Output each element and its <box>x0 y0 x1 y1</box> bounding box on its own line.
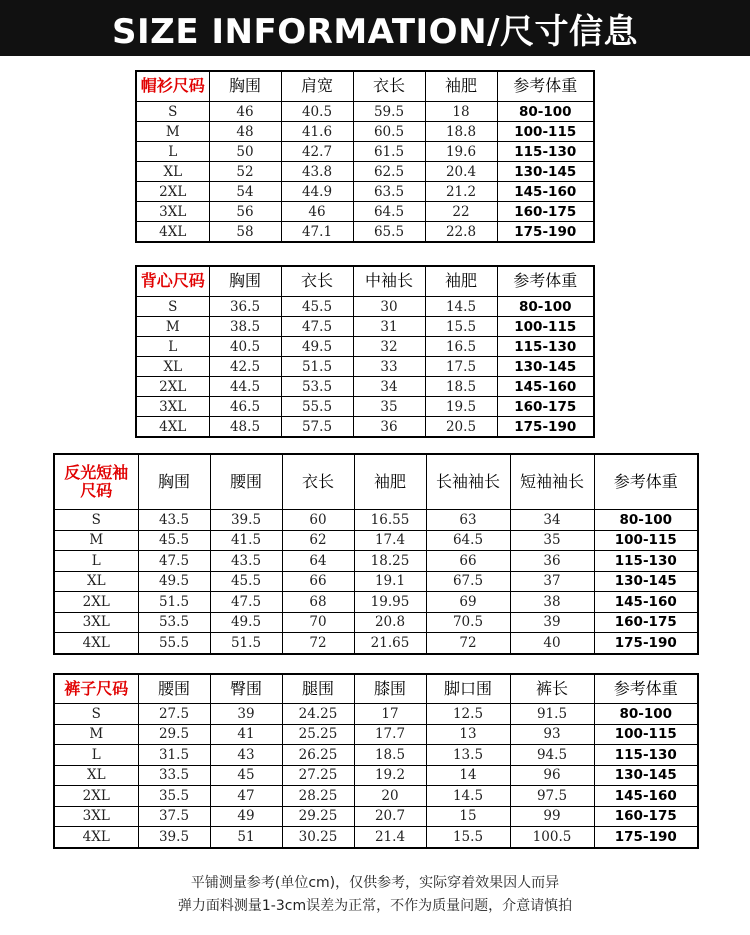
size-label-cell: M <box>54 530 138 551</box>
measurement-cell: 17.5 <box>425 357 497 377</box>
measurement-cell: 72 <box>426 633 510 654</box>
measurement-cell: 30 <box>353 297 425 317</box>
measurement-cell: 60.5 <box>353 122 425 142</box>
column-header: 参考体重 <box>594 674 698 704</box>
measurement-note: 平铺测量参考(单位cm)，仅供参考，实际穿着效果因人而异 <box>190 875 560 891</box>
column-header: 胸围 <box>209 71 281 102</box>
reflective-tshirt-size-table <box>53 453 699 655</box>
measurement-cell: 18.5 <box>425 377 497 397</box>
measurement-cell: 43.5 <box>138 510 210 531</box>
measurement-cell: 40.5 <box>281 102 353 122</box>
measurement-cell: 22.8 <box>425 222 497 243</box>
weight-range-cell: 175-190 <box>497 222 594 243</box>
column-header: 袖肥 <box>425 266 497 297</box>
column-header: 脚口围 <box>426 674 510 704</box>
table-row <box>54 745 698 766</box>
measurement-cell: 72 <box>282 633 354 654</box>
column-header: 胸围 <box>209 266 281 297</box>
column-header: 腿围 <box>282 674 354 704</box>
measurement-cell: 66 <box>282 571 354 592</box>
measurement-cell: 37.5 <box>138 806 210 827</box>
size-label-cell: XL <box>136 357 209 377</box>
measurement-cell: 20.8 <box>354 612 426 633</box>
column-header: 腰围 <box>138 674 210 704</box>
weight-range-cell: 80-100 <box>497 102 594 122</box>
measurement-cell: 19.6 <box>425 142 497 162</box>
measurement-cell: 35.5 <box>138 786 210 807</box>
measurement-cell: 49 <box>210 806 282 827</box>
measurement-cell: 15.5 <box>426 827 510 848</box>
measurement-cell: 35 <box>510 530 594 551</box>
size-label-cell: XL <box>54 571 138 592</box>
measurement-cell: 35 <box>353 397 425 417</box>
measurement-cell: 38 <box>510 592 594 613</box>
size-label-cell: 3XL <box>136 202 209 222</box>
measurement-cell: 33 <box>353 357 425 377</box>
measurement-cell: 47.1 <box>281 222 353 243</box>
measurement-cell: 45.5 <box>281 297 353 317</box>
measurement-cell: 40 <box>510 633 594 654</box>
measurement-cell: 38.5 <box>209 317 281 337</box>
measurement-cell: 100.5 <box>510 827 594 848</box>
weight-range-cell: 80-100 <box>594 510 698 531</box>
table-row <box>54 592 698 613</box>
measurement-cell: 42.7 <box>281 142 353 162</box>
measurement-cell: 14.5 <box>426 786 510 807</box>
measurement-cell: 52 <box>209 162 281 182</box>
measurement-cell: 53.5 <box>138 612 210 633</box>
measurement-cell: 34 <box>353 377 425 397</box>
weight-range-cell: 130-145 <box>594 571 698 592</box>
size-label-cell: M <box>136 317 209 337</box>
measurement-cell: 40.5 <box>209 337 281 357</box>
weight-range-cell: 175-190 <box>594 827 698 848</box>
measurement-cell: 63 <box>426 510 510 531</box>
measurement-cell: 42.5 <box>209 357 281 377</box>
size-label-cell: XL <box>54 765 138 786</box>
measurement-cell: 16.55 <box>354 510 426 531</box>
size-label-cell: S <box>136 102 209 122</box>
measurement-cell: 94.5 <box>510 745 594 766</box>
measurement-cell: 64 <box>282 551 354 572</box>
measurement-cell: 19.2 <box>354 765 426 786</box>
measurement-cell: 51.5 <box>210 633 282 654</box>
header-row <box>136 71 594 102</box>
measurement-cell: 61.5 <box>353 142 425 162</box>
measurement-cell: 66 <box>426 551 510 572</box>
column-header: 袖肥 <box>354 454 426 510</box>
weight-range-cell: 115-130 <box>594 551 698 572</box>
size-label-cell: 3XL <box>54 612 138 633</box>
table-row <box>136 222 594 243</box>
table-row <box>136 162 594 182</box>
weight-range-cell: 145-160 <box>497 377 594 397</box>
weight-range-cell: 100-115 <box>497 317 594 337</box>
size-label-cell: 2XL <box>136 182 209 202</box>
measurement-cell: 19.1 <box>354 571 426 592</box>
measurement-cell: 53.5 <box>281 377 353 397</box>
measurement-cell: 17.7 <box>354 724 426 745</box>
measurement-cell: 63.5 <box>353 182 425 202</box>
table-row <box>54 551 698 572</box>
measurement-cell: 41 <box>210 724 282 745</box>
measurement-cell: 27.25 <box>282 765 354 786</box>
size-label-cell: 2XL <box>54 786 138 807</box>
table-row <box>136 102 594 122</box>
size-label-cell: M <box>136 122 209 142</box>
measurement-cell: 15 <box>426 806 510 827</box>
measurement-cell: 43 <box>210 745 282 766</box>
column-header: 衣长 <box>282 454 354 510</box>
table-row <box>54 827 698 848</box>
column-header: 衣长 <box>281 266 353 297</box>
size-label-cell: S <box>54 510 138 531</box>
table-row <box>54 704 698 725</box>
measurement-cell: 97.5 <box>510 786 594 807</box>
table-row <box>136 357 594 377</box>
measurement-cell: 51.5 <box>281 357 353 377</box>
measurement-cell: 48.5 <box>209 417 281 438</box>
header-row <box>54 454 698 510</box>
table-row <box>54 765 698 786</box>
measurement-cell: 14.5 <box>425 297 497 317</box>
weight-range-cell: 80-100 <box>594 704 698 725</box>
measurement-cell: 34 <box>510 510 594 531</box>
weight-range-cell: 160-175 <box>497 202 594 222</box>
measurement-cell: 58 <box>209 222 281 243</box>
weight-range-cell: 80-100 <box>497 297 594 317</box>
table-row <box>54 571 698 592</box>
weight-range-cell: 175-190 <box>497 417 594 438</box>
measurement-cell: 14 <box>426 765 510 786</box>
column-header: 短袖袖长 <box>510 454 594 510</box>
weight-range-cell: 115-130 <box>497 142 594 162</box>
weight-range-cell: 100-115 <box>594 530 698 551</box>
measurement-cell: 44.9 <box>281 182 353 202</box>
table-row <box>54 806 698 827</box>
measurement-cell: 51 <box>210 827 282 848</box>
measurement-cell: 20.5 <box>425 417 497 438</box>
measurement-cell: 20.4 <box>425 162 497 182</box>
measurement-cell: 56 <box>209 202 281 222</box>
column-header: 肩宽 <box>281 71 353 102</box>
weight-range-cell: 100-115 <box>497 122 594 142</box>
measurement-cell: 54 <box>209 182 281 202</box>
measurement-cell: 20.7 <box>354 806 426 827</box>
measurement-cell: 24.25 <box>282 704 354 725</box>
table-row <box>54 724 698 745</box>
measurement-cell: 15.5 <box>425 317 497 337</box>
size-label-cell: 4XL <box>54 633 138 654</box>
column-header: 参考体重 <box>497 71 594 102</box>
weight-range-cell: 145-160 <box>497 182 594 202</box>
measurement-cell: 55.5 <box>281 397 353 417</box>
measurement-cell: 43.8 <box>281 162 353 182</box>
size-label-cell: 4XL <box>54 827 138 848</box>
size-label-cell: L <box>54 745 138 766</box>
weight-range-cell: 160-175 <box>594 612 698 633</box>
measurement-cell: 93 <box>510 724 594 745</box>
size-label-cell: S <box>136 297 209 317</box>
column-header: 膝围 <box>354 674 426 704</box>
measurement-cell: 18 <box>425 102 497 122</box>
measurement-cell: 41.6 <box>281 122 353 142</box>
table-row <box>136 377 594 397</box>
measurement-cell: 44.5 <box>209 377 281 397</box>
measurement-cell: 12.5 <box>426 704 510 725</box>
measurement-cell: 99 <box>510 806 594 827</box>
table-row <box>136 337 594 357</box>
column-header: 参考体重 <box>594 454 698 510</box>
measurement-cell: 20 <box>354 786 426 807</box>
measurement-cell: 46 <box>209 102 281 122</box>
measurement-cell: 47.5 <box>281 317 353 337</box>
table-title-cell: 裤子尺码 <box>54 674 138 704</box>
column-header: 袖肥 <box>425 71 497 102</box>
table-row <box>136 297 594 317</box>
column-header: 参考体重 <box>497 266 594 297</box>
measurement-cell: 50 <box>209 142 281 162</box>
measurement-cell: 45 <box>210 765 282 786</box>
measurement-cell: 26.25 <box>282 745 354 766</box>
measurement-cell: 46.5 <box>209 397 281 417</box>
header-row <box>136 266 594 297</box>
weight-range-cell: 130-145 <box>594 765 698 786</box>
vest-size-table <box>135 265 595 438</box>
header-row <box>54 674 698 704</box>
table-row <box>136 202 594 222</box>
measurement-cell: 25.25 <box>282 724 354 745</box>
size-label-cell: L <box>136 142 209 162</box>
table-row <box>136 397 594 417</box>
table-row <box>136 317 594 337</box>
size-information-banner: SIZE INFORMATION/尺寸信息 <box>0 0 750 56</box>
column-header: 裤长 <box>510 674 594 704</box>
measurement-cell: 17.4 <box>354 530 426 551</box>
measurement-cell: 59.5 <box>353 102 425 122</box>
weight-range-cell: 130-145 <box>497 162 594 182</box>
measurement-cell: 21.65 <box>354 633 426 654</box>
column-header: 衣长 <box>353 71 425 102</box>
measurement-cell: 18.25 <box>354 551 426 572</box>
measurement-cell: 49.5 <box>281 337 353 357</box>
size-label-cell: 2XL <box>54 592 138 613</box>
table-row <box>54 786 698 807</box>
measurement-cell: 36.5 <box>209 297 281 317</box>
measurement-cell: 65.5 <box>353 222 425 243</box>
weight-range-cell: 145-160 <box>594 786 698 807</box>
weight-range-cell: 100-115 <box>594 724 698 745</box>
weight-range-cell: 115-130 <box>594 745 698 766</box>
column-header: 中袖长 <box>353 266 425 297</box>
measurement-cell: 41.5 <box>210 530 282 551</box>
table-title-cell: 帽衫尺码 <box>136 71 209 102</box>
size-label-cell: S <box>54 704 138 725</box>
measurement-cell: 45.5 <box>138 530 210 551</box>
measurement-cell: 47 <box>210 786 282 807</box>
table-row <box>136 182 594 202</box>
measurement-cell: 48 <box>209 122 281 142</box>
measurement-cell: 64.5 <box>353 202 425 222</box>
measurement-cell: 39 <box>210 704 282 725</box>
measurement-cell: 60 <box>282 510 354 531</box>
column-header: 长袖袖长 <box>426 454 510 510</box>
weight-range-cell: 145-160 <box>594 592 698 613</box>
measurement-cell: 22 <box>425 202 497 222</box>
measurement-cell: 31 <box>353 317 425 337</box>
measurement-cell: 18.8 <box>425 122 497 142</box>
table-row <box>136 417 594 438</box>
measurement-cell: 49.5 <box>210 612 282 633</box>
column-header: 胸围 <box>138 454 210 510</box>
table-row <box>136 142 594 162</box>
size-label-cell: 3XL <box>54 806 138 827</box>
measurement-cell: 18.5 <box>354 745 426 766</box>
measurement-cell: 30.25 <box>282 827 354 848</box>
measurement-cell: 49.5 <box>138 571 210 592</box>
size-label-cell: L <box>54 551 138 572</box>
measurement-cell: 16.5 <box>425 337 497 357</box>
table-title-cell: 反光短袖 尺码 <box>54 454 138 510</box>
measurement-cell: 47.5 <box>210 592 282 613</box>
measurement-cell: 46 <box>281 202 353 222</box>
table-row <box>54 530 698 551</box>
size-label-cell: XL <box>136 162 209 182</box>
measurement-cell: 67.5 <box>426 571 510 592</box>
measurement-cell: 31.5 <box>138 745 210 766</box>
hoodie-size-table <box>135 70 595 243</box>
size-label-cell: L <box>136 337 209 357</box>
size-label-cell: 3XL <box>136 397 209 417</box>
measurement-cell: 37 <box>510 571 594 592</box>
weight-range-cell: 115-130 <box>497 337 594 357</box>
measurement-cell: 51.5 <box>138 592 210 613</box>
weight-range-cell: 160-175 <box>497 397 594 417</box>
column-header: 臀围 <box>210 674 282 704</box>
column-header: 腰围 <box>210 454 282 510</box>
measurement-cell: 68 <box>282 592 354 613</box>
size-label-cell: 2XL <box>136 377 209 397</box>
table-row <box>54 510 698 531</box>
measurement-cell: 55.5 <box>138 633 210 654</box>
measurement-cell: 62.5 <box>353 162 425 182</box>
measurement-cell: 39 <box>510 612 594 633</box>
measurement-cell: 57.5 <box>281 417 353 438</box>
measurement-cell: 91.5 <box>510 704 594 725</box>
measurement-cell: 27.5 <box>138 704 210 725</box>
measurement-cell: 19.95 <box>354 592 426 613</box>
measurement-cell: 33.5 <box>138 765 210 786</box>
measurement-cell: 29.5 <box>138 724 210 745</box>
measurement-cell: 29.25 <box>282 806 354 827</box>
table-row <box>136 122 594 142</box>
measurement-cell: 36 <box>353 417 425 438</box>
measurement-cell: 39.5 <box>138 827 210 848</box>
measurement-cell: 70 <box>282 612 354 633</box>
measurement-cell: 45.5 <box>210 571 282 592</box>
measurement-cell: 64.5 <box>426 530 510 551</box>
measurement-cell: 47.5 <box>138 551 210 572</box>
table-title-cell: 背心尺码 <box>136 266 209 297</box>
measurement-cell: 13 <box>426 724 510 745</box>
measurement-cell: 13.5 <box>426 745 510 766</box>
measurement-cell: 70.5 <box>426 612 510 633</box>
measurement-cell: 69 <box>426 592 510 613</box>
weight-range-cell: 160-175 <box>594 806 698 827</box>
measurement-cell: 43.5 <box>210 551 282 572</box>
measurement-cell: 39.5 <box>210 510 282 531</box>
measurement-cell: 96 <box>510 765 594 786</box>
table-row <box>54 612 698 633</box>
measurement-cell: 36 <box>510 551 594 572</box>
measurement-cell: 28.25 <box>282 786 354 807</box>
measurement-cell: 19.5 <box>425 397 497 417</box>
table-row <box>54 633 698 654</box>
measurement-cell: 21.2 <box>425 182 497 202</box>
size-label-cell: 4XL <box>136 222 209 243</box>
weight-range-cell: 175-190 <box>594 633 698 654</box>
measurement-cell: 62 <box>282 530 354 551</box>
weight-range-cell: 130-145 <box>497 357 594 377</box>
measurement-cell: 17 <box>354 704 426 725</box>
measurement-cell: 32 <box>353 337 425 357</box>
measurement-cell: 21.4 <box>354 827 426 848</box>
pants-size-table <box>53 673 699 849</box>
size-label-cell: M <box>54 724 138 745</box>
size-label-cell: 4XL <box>136 417 209 438</box>
tolerance-note: 弹力面料测量1-3cm误差为正常，不作为质量问题，介意请慎拍 <box>177 898 573 914</box>
